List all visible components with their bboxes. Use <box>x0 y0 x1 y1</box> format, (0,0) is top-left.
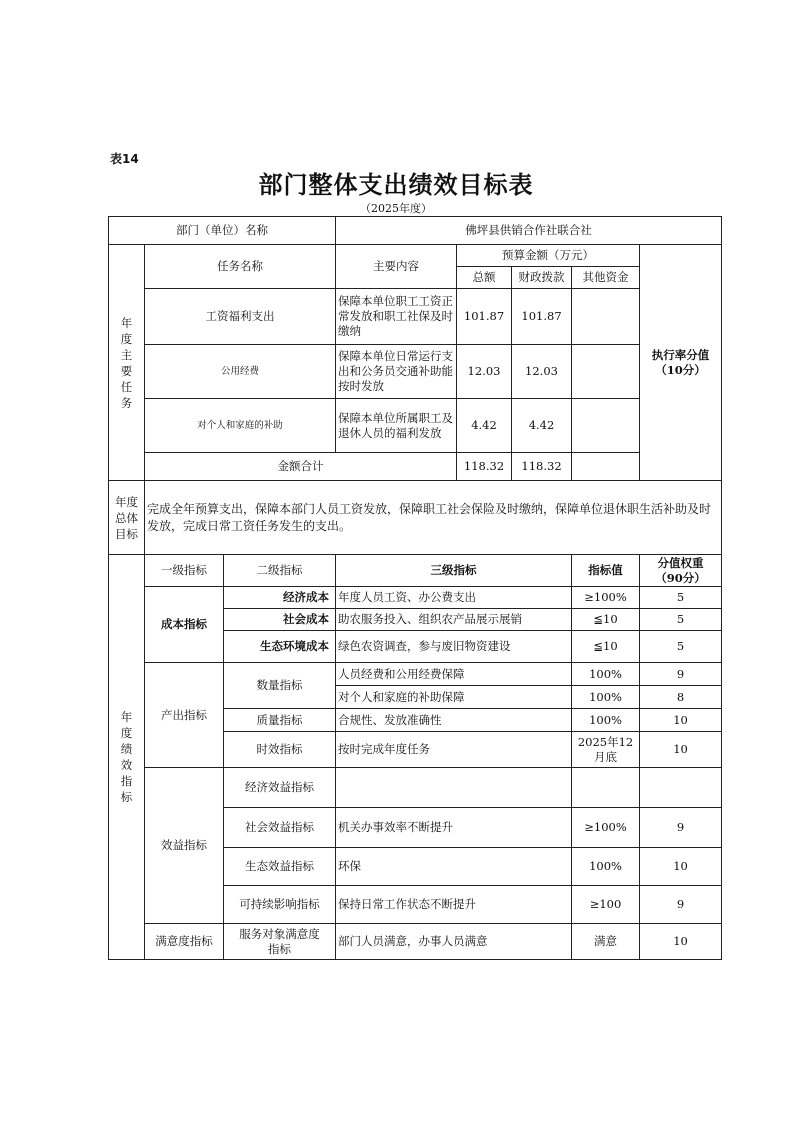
task-content: 保障本单位日常运行支出和公务员交通补助能按时发放 <box>336 345 457 399</box>
sum-label: 金额合计 <box>145 453 457 481</box>
output-row <box>109 663 722 686</box>
task-total: 101.87 <box>457 289 512 345</box>
task-fiscal: 12.03 <box>512 345 572 399</box>
output-l3: 合规性、发放准确性 <box>336 709 572 732</box>
task-fiscal: 4.42 <box>512 399 572 453</box>
benefit-weight: 9 <box>640 808 722 848</box>
task-other <box>572 289 640 345</box>
dept-row <box>109 217 722 245</box>
task-row <box>109 345 722 399</box>
indicators-section-label: 年 度 绩 效 指 标 <box>109 555 145 960</box>
col-level1: 一级指标 <box>145 555 224 587</box>
cost-value: ≦10 <box>572 631 640 663</box>
overall-goal-row <box>109 481 722 555</box>
cost-l2: 生态环境成本 <box>224 631 336 663</box>
cost-l3: 绿色农资调查，参与废旧物资建设 <box>336 631 572 663</box>
table-number-label: 表14 <box>110 152 139 166</box>
task-content: 保障本单位所属职工及退休人员的福利发放 <box>336 399 457 453</box>
cost-l2: 经济成本 <box>224 587 336 609</box>
cost-indicator-label: 成本指标 <box>145 587 224 663</box>
output-weight: 8 <box>640 686 722 709</box>
cost-row <box>109 587 722 609</box>
tasks-header-row <box>109 245 722 267</box>
benefit-value: ≥100% <box>572 808 640 848</box>
benefit-indicator-label: 效益指标 <box>145 768 224 924</box>
task-other <box>572 399 640 453</box>
output-value: 2025年12 月底 <box>572 732 640 768</box>
benefit-value <box>572 768 640 808</box>
benefit-weight: 9 <box>640 886 722 924</box>
benefit-l2: 经济效益指标 <box>224 768 336 808</box>
output-value: 100% <box>572 709 640 732</box>
benefit-l3 <box>336 768 572 808</box>
col-fiscal: 财政拨款 <box>512 267 572 289</box>
task-total: 4.42 <box>457 399 512 453</box>
performance-table <box>108 216 722 960</box>
task-name: 公用经费 <box>145 345 336 399</box>
page-title: 部门整体支出绩效目标表 <box>258 171 534 199</box>
sum-total: 118.32 <box>457 453 512 481</box>
cost-weight: 5 <box>640 587 722 609</box>
output-value: 100% <box>572 686 640 709</box>
task-name: 工资福利支出 <box>145 289 336 345</box>
col-other-funds: 其他资金 <box>572 267 640 289</box>
col-indicator-value: 指标值 <box>572 555 640 587</box>
satisfaction-l3: 部门人员满意，办事人员满意 <box>336 924 572 960</box>
task-name: 对个人和家庭的补助 <box>145 399 336 453</box>
col-budget-amount: 预算金额（万元） <box>457 245 640 267</box>
benefit-l2: 可持续影响指标 <box>224 886 336 924</box>
cost-l2: 社会成本 <box>224 609 336 631</box>
sum-row <box>109 453 722 481</box>
cost-l3: 助农服务投入、组织农产品展示展销 <box>336 609 572 631</box>
dept-value: 佛坪县供销合作社联合社 <box>336 217 722 245</box>
task-fiscal: 101.87 <box>512 289 572 345</box>
col-total: 总额 <box>457 267 512 289</box>
timeliness-indicator-label: 时效指标 <box>224 732 336 768</box>
satisfaction-weight: 10 <box>640 924 722 960</box>
benefit-l2: 生态效益指标 <box>224 848 336 886</box>
output-indicator-label: 产出指标 <box>145 663 224 768</box>
col-weight: 分值权重 （90分） <box>640 555 722 587</box>
cost-value: ≥100% <box>572 587 640 609</box>
overall-goal-text: 完成全年预算支出，保障本部门人员工资发放，保障职工社会保险及时缴纳，保障单位退休职生活补助及时发放，完成日常工资任务发生的支出。 <box>145 481 722 555</box>
benefit-row <box>109 768 722 808</box>
col-task-name: 任务名称 <box>145 245 336 289</box>
benefit-weight <box>640 768 722 808</box>
benefit-l2: 社会效益指标 <box>224 808 336 848</box>
cost-weight: 5 <box>640 631 722 663</box>
col-level3: 三级指标 <box>336 555 572 587</box>
col-level2: 二级指标 <box>224 555 336 587</box>
benefit-value: 100% <box>572 848 640 886</box>
dept-label: 部门（单位）名称 <box>109 217 336 245</box>
year-subtitle: （2025年度） <box>360 202 432 215</box>
col-main-content: 主要内容 <box>336 245 457 289</box>
output-weight: 9 <box>640 663 722 686</box>
output-l3: 人员经费和公用经费保障 <box>336 663 572 686</box>
satisfaction-l2: 服务对象满意度 指标 <box>224 924 336 960</box>
cost-l3: 年度人员工资、办公费支出 <box>336 587 572 609</box>
satisfaction-row <box>109 924 722 960</box>
task-other <box>572 345 640 399</box>
task-total: 12.03 <box>457 345 512 399</box>
output-weight: 10 <box>640 732 722 768</box>
benefit-l3: 环保 <box>336 848 572 886</box>
indicators-header-row <box>109 555 722 587</box>
sum-other <box>572 453 640 481</box>
task-row <box>109 399 722 453</box>
benefit-weight: 10 <box>640 848 722 886</box>
cost-value: ≦10 <box>572 609 640 631</box>
output-l3: 按时完成年度任务 <box>336 732 572 768</box>
tasks-section-label: 年 度 主 要 任 务 <box>109 245 145 481</box>
task-content: 保障本单位职工工资正常发放和职工社保及时缴纳 <box>336 289 457 345</box>
cost-weight: 5 <box>640 609 722 631</box>
benefit-l3: 机关办事效率不断提升 <box>336 808 572 848</box>
quality-indicator-label: 质量指标 <box>224 709 336 732</box>
output-value: 100% <box>572 663 640 686</box>
overall-goal-label: 年度 总体 目标 <box>109 481 145 555</box>
output-l3: 对个人和家庭的补助保障 <box>336 686 572 709</box>
benefit-l3: 保持日常工作状态不断提升 <box>336 886 572 924</box>
satisfaction-indicator-label: 满意度指标 <box>145 924 224 960</box>
benefit-value: ≥100 <box>572 886 640 924</box>
exec-rate-score: 执行率分值 （10分） <box>640 245 722 481</box>
task-row <box>109 289 722 345</box>
sum-fiscal: 118.32 <box>512 453 572 481</box>
satisfaction-value: 满意 <box>572 924 640 960</box>
output-weight: 10 <box>640 709 722 732</box>
quantity-indicator-label: 数量指标 <box>224 663 336 709</box>
